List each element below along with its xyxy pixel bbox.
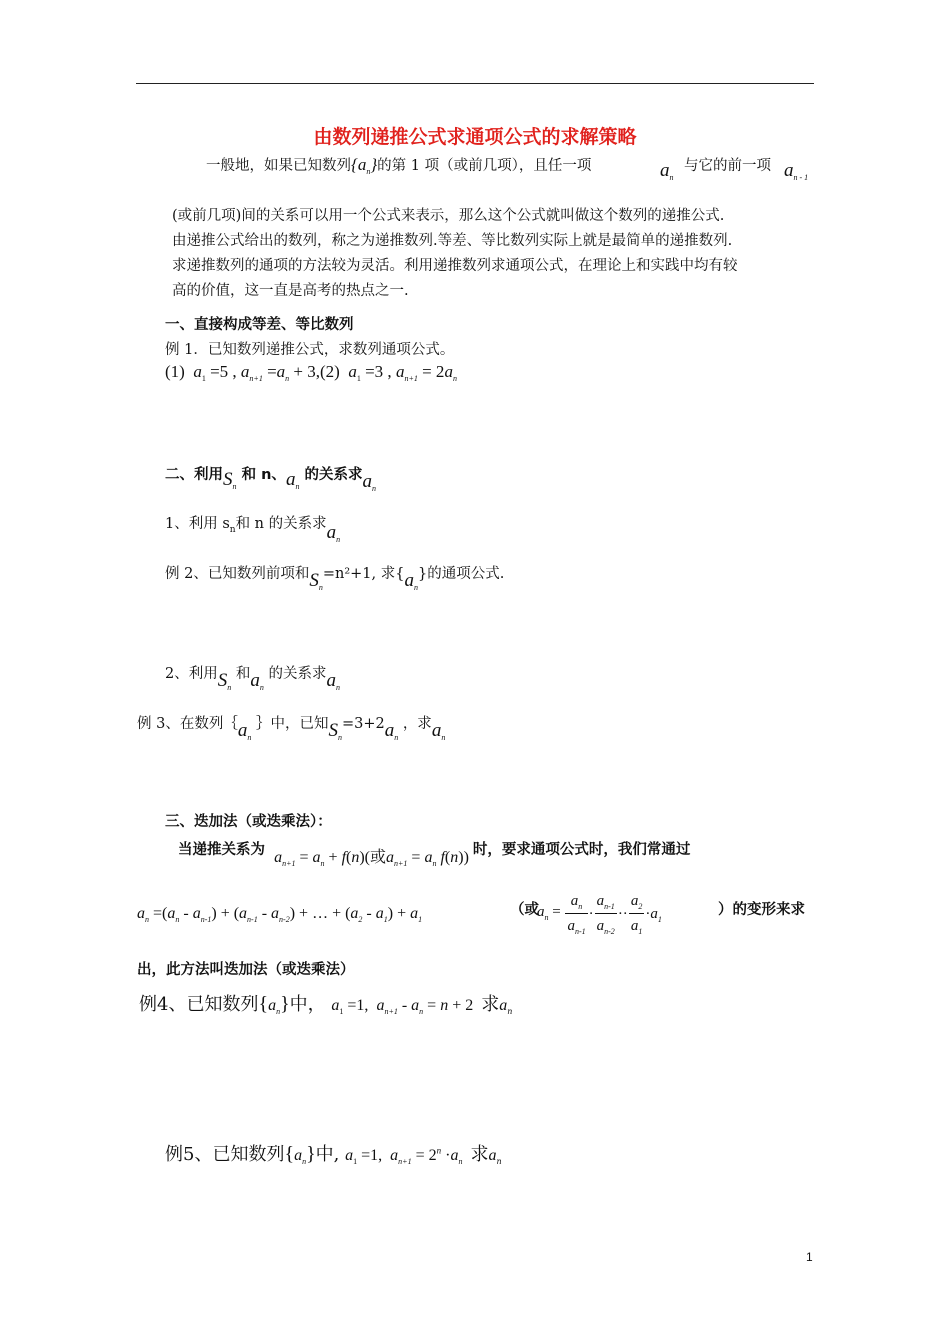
math-telescoping-product: $a_n$ = $\frac{a_n}{a_{n-1}}$ · $\frac{a_{n-1}}{a_{n-2}}$ ·· $\frac{a_2}{a_1}$ $\cdot a_1$ (537, 893, 662, 936)
page-title: 由数列递推公式求通项公式的求解策略 (313, 126, 637, 148)
intro-line-5: 高的价值，这一直是高考的热点之一. (172, 283, 409, 299)
sub-1-label: 1、利用 $s_n$和 n 的关系求$a_n$ (165, 516, 341, 544)
example-4: 例4、已知数列$\{a_n\}$中， $a_1 =1$, $a_{n+1} - a_n = n + 2$ 求$a_n$ (139, 993, 513, 1016)
label-text: 和 (235, 666, 251, 682)
label-text: 2、利用 (165, 666, 218, 682)
example-text: 中， (289, 994, 326, 1015)
example-text: 例5、已知数列 (165, 1144, 285, 1165)
section-3-line-1 (178, 836, 691, 868)
example-3: 例 3、在数列$\{a_n$ ｝中，已知$S_n=3+2a_n$ ，求$a_n$ (137, 716, 446, 742)
example-text: 例 2、已知数列前项和 (165, 566, 310, 582)
part-label: (2) (320, 362, 340, 381)
example-1-formulas: (1) $a_1 =5$ , $a_{n+1} =a_n + 3,(2)$ $a_1 =3$ , $a_{n+1} = 2a_n$ (165, 362, 457, 383)
text: 当递推关系为 (178, 842, 265, 858)
header-rule (136, 83, 814, 84)
intro-text: 一般地，如果已知数列 (206, 158, 351, 174)
formula-text: = 2 (422, 362, 445, 381)
example-2: 例 2、已知数列前项和$S_n=n^2+1$, 求$\{a_n\}$的通项公式. (165, 566, 505, 592)
math-recurrence: $a_{n+1} = a_n + f(n)$(或$a_{n+1} = a_n$ f(n)) (274, 849, 473, 868)
section-3-line-3: 出，此方法叫迭加法（或迭乘法） (137, 962, 355, 978)
label-text: 的关系求 (268, 666, 327, 682)
formula-text: = (267, 362, 277, 381)
example-text: ｝中，已知 (255, 716, 329, 732)
example-text: 求 (481, 994, 500, 1015)
math-telescoping-sum: $a_n =(a_n - a_{n-1}) + (a_{n-1} - a_{n-2})$ + … + $(a_2 - a_1) + a_1$ (137, 905, 423, 924)
sub-2-label: 2、利用$S_n$ 和$a_n$ 的关系求$a_n$ (165, 666, 340, 692)
formula-text: =3 , (365, 362, 392, 381)
example-text: =3+2 (341, 716, 385, 732)
intro-line-3: 由递推公式给出的数列，称之为递推数列.等差、等比数列实际上就是最简单的递推数列. (172, 233, 733, 249)
example-text: =n²+1, 求{ (322, 566, 405, 582)
section-3-heading: 三、迭加法（或迭乘法）： (165, 814, 332, 830)
intro-line-1 (206, 154, 591, 176)
example-text: 例4、已知数列 (139, 994, 259, 1015)
intro-line-4: 求递推数列的通项的方法较为灵活。利用递推数列求通项公式，在理论上和实践中均有较 (172, 258, 738, 274)
example-text: 求 (470, 1144, 489, 1165)
section-2-heading: 二、利用$S_n$ 和 n、$a_n$ 的关系求$a_n$ (165, 467, 376, 493)
math-an-minus-1: $a_{n - 1}$ (784, 160, 809, 182)
example-5: 例5、已知数列$\{a_n\}$中, $a_1 =1$, $a_{n+1} = 2^n \cdot a_n$ 求$a_n$ (165, 1143, 502, 1166)
label-text: 和 n 的关系求 (235, 516, 327, 532)
text: 时，要求通项公式时，我们常通过 (472, 842, 691, 858)
page-number: 1 (806, 1250, 813, 1264)
text-or-close: ）的变形来求 (718, 902, 805, 918)
heading-text: 和 n、 (241, 467, 286, 483)
text-or-open: （或 (510, 902, 539, 918)
label-text: 1、利用 s (165, 516, 230, 532)
math-example-5: $a_1 =1$, $a_{n+1} = 2^n \cdot a_n$ (345, 1145, 463, 1166)
intro-text: 与它的前一项 (684, 158, 771, 174)
example-text: 中, (315, 1144, 340, 1165)
part-label: (1) (165, 362, 185, 381)
intro-line-2: (或前几项)间的关系可以用一个公式来表示，那么这个公式就叫做这个数列的递推公式. (172, 208, 725, 224)
math-sequence-an: $\{a_n\}$ (351, 155, 378, 176)
heading-text: 的关系求 (304, 467, 363, 483)
formula-text: + 3, (293, 362, 321, 381)
example-text: ，求 (402, 716, 432, 732)
heading-text: 二、利用 (165, 467, 223, 483)
example-text: }的通项公式. (417, 566, 505, 582)
math-an: $a_n$ (660, 160, 674, 182)
intro-text: 的第 1 项（或前几项），且任一项 (377, 158, 592, 174)
example-text: 例 3、在数列｛ (137, 716, 238, 732)
math-example-4: $a_1 =1$, $a_{n+1} - a_n = n + 2$ (331, 997, 482, 1016)
formula-text: =5 , (210, 362, 237, 381)
example-1: 例 1．已知数列递推公式，求数列通项公式。 (165, 342, 455, 358)
section-1-heading: 一、直接构成等差、等比数列 (165, 317, 354, 333)
